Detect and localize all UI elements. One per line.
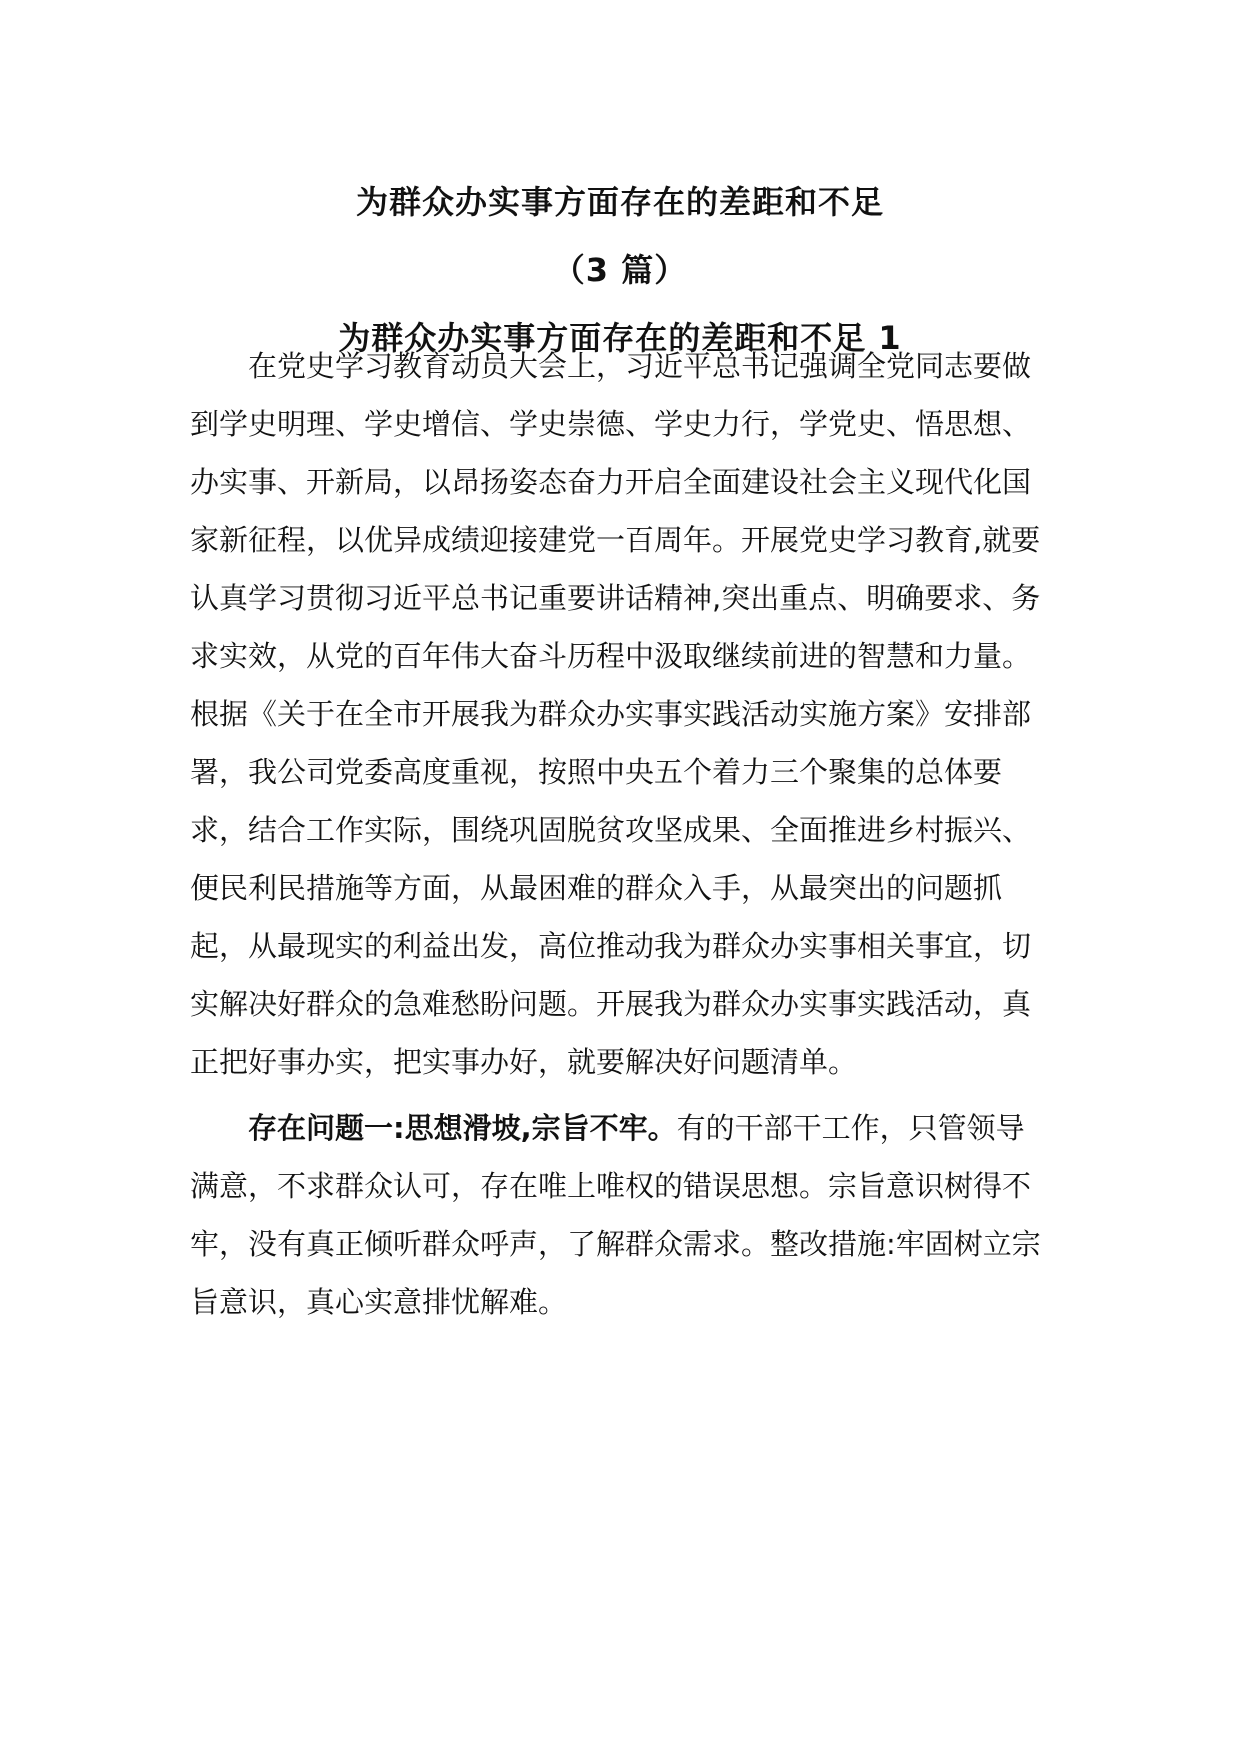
paragraph-line: 牢，没有真正倾听群众呼声，了解群众需求。整改措施:牢固树立宗 [190,1227,1041,1261]
paragraph-line: 家新征程，以优异成绩迎接建党一百周年。开展党史学习教育,就要 [190,523,1041,557]
issue-heading: 存在问题一:思想滑坡,宗旨不牢。 [248,1111,677,1145]
document-title-count: （3 篇） [552,251,688,289]
document-title: 为群众办实事方面存在的差距和不足 [355,183,884,221]
paragraph-line: 到学史明理、学史增信、学史崇德、学史力行，学党史、悟思想、 [190,407,1032,441]
paragraph-line: 办实事、开新局，以昂扬姿态奋力开启全面建设社会主义现代化国 [190,465,1032,499]
paragraph-line: 求，结合工作实际，围绕巩固脱贫攻坚成果、全面推进乡村振兴、 [190,813,1032,847]
paragraph-line: 署，我公司党委高度重视，按照中央五个着力三个聚集的总体要 [190,755,1003,789]
section-heading: 为群众办实事方面存在的差距和不足 1 [338,319,902,357]
paragraph-line: 正把好事办实，把实事办好，就要解决好问题清单。 [190,1045,858,1079]
paragraph-line: 便民利民措施等方面，从最困难的群众入手，从最突出的问题抓 [190,871,1003,905]
paragraph-line: 旨意识，真心实意排忧解难。 [190,1285,568,1319]
paragraph-line: 实解决好群众的急难愁盼问题。开展我为群众办实事实践活动，真 [190,987,1032,1021]
paragraph-line: 根据《关于在全市开展我为群众办实事实践活动实施方案》安排部 [190,697,1032,731]
paragraph-line: 满意，不求群众认可，存在唯上唯权的错误思想。宗旨意识树得不 [190,1169,1032,1203]
paragraph-line: 在党史学习教育动员大会上，习近平总书记强调全党同志要做 [248,349,1032,383]
paragraph-line [248,1108,1025,1148]
paragraph-line: 起，从最现实的利益出发，高位推动我为群众办实事相关事宜，切 [190,929,1032,963]
paragraph-text: 有的干部干工作，只管领导 [676,1111,1025,1145]
paragraph-line: 认真学习贯彻习近平总书记重要讲话精神,突出重点、明确要求、务 [190,581,1041,615]
paragraph-line: 求实效，从党的百年伟大奋斗历程中汲取继续前进的智慧和力量。 [190,639,1032,673]
